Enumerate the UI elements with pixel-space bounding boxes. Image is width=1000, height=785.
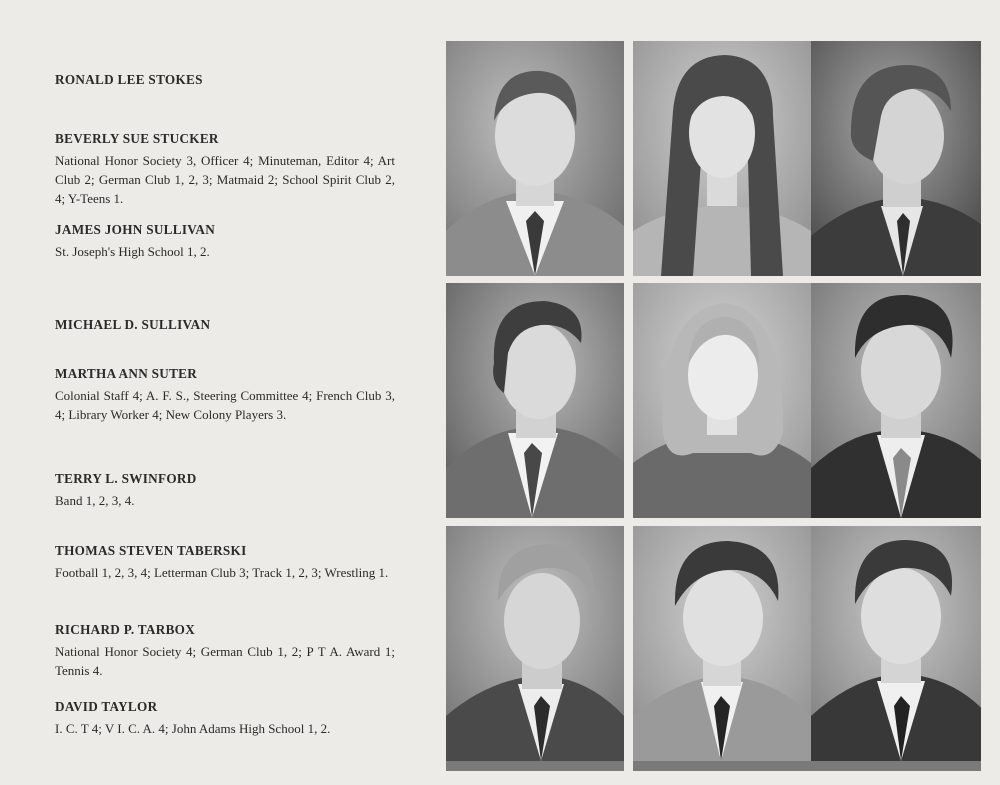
student-entry bbox=[55, 471, 395, 510]
portrait-man-suit-icon bbox=[811, 283, 981, 518]
portrait-photo bbox=[446, 283, 624, 518]
student-activities: National Honor Society 3, Officer 4; Minuteman, Editor 4; Art Club 2; German Club 1, 2, 3; Matmaid 2; School Spirit Club 2, 4; Y-Teens 1. bbox=[55, 153, 395, 206]
portrait-man-suit-icon bbox=[446, 526, 624, 761]
student-name: DAVID TAYLOR bbox=[55, 699, 158, 714]
portrait-woman-smiling-icon bbox=[633, 283, 811, 518]
student-entry bbox=[55, 72, 395, 92]
portrait-man-smiling-icon bbox=[633, 526, 811, 761]
student-name: MICHAEL D. SULLIVAN bbox=[55, 317, 211, 332]
portrait-man-smiling-icon bbox=[811, 526, 981, 761]
student-name: RICHARD P. TARBOX bbox=[55, 622, 196, 637]
portrait-photo bbox=[811, 41, 981, 276]
student-name: TERRY L. SWINFORD bbox=[55, 471, 197, 486]
portrait-woman-long-hair-icon bbox=[633, 41, 811, 276]
portrait-photo bbox=[811, 283, 981, 518]
student-name: BEVERLY SUE STUCKER bbox=[55, 131, 219, 146]
student-name: JAMES JOHN SULLIVAN bbox=[55, 222, 216, 237]
student-entry bbox=[55, 317, 395, 337]
student-entry bbox=[55, 622, 395, 680]
student-activities: Colonial Staff 4; A. F. S., Steering Committee 4; French Club 3, 4; Library Worker 4; New Colony Players 3. bbox=[55, 388, 395, 422]
student-entry bbox=[55, 543, 395, 582]
student-activities: National Honor Society 4; German Club 1, 2; P T A. Award 1; Tennis 4. bbox=[55, 644, 395, 678]
portrait-grid bbox=[446, 41, 981, 771]
student-activities: St. Joseph's High School 1, 2. bbox=[55, 244, 210, 259]
portrait-photo bbox=[446, 41, 624, 276]
student-entry bbox=[55, 131, 395, 208]
portrait-man-suit-icon bbox=[446, 41, 624, 276]
student-activities: Football 1, 2, 3, 4; Letterman Club 3; Track 1, 2, 3; Wrestling 1. bbox=[55, 565, 389, 580]
student-name: RONALD LEE STOKES bbox=[55, 72, 203, 87]
portrait-man-suit-icon bbox=[811, 41, 981, 276]
student-entry bbox=[55, 222, 395, 261]
student-activities: Band 1, 2, 3, 4. bbox=[55, 493, 135, 508]
student-entry bbox=[55, 366, 395, 424]
student-name: MARTHA ANN SUTER bbox=[55, 366, 198, 381]
portrait-man-suit-icon bbox=[446, 283, 624, 518]
portrait-photo bbox=[446, 526, 624, 771]
student-entry bbox=[55, 699, 395, 738]
portrait-photo bbox=[633, 526, 811, 771]
portrait-photo bbox=[633, 283, 811, 518]
student-name: THOMAS STEVEN TABERSKI bbox=[55, 543, 247, 558]
student-activities: I. C. T 4; V I. C. A. 4; John Adams High School 1, 2. bbox=[55, 721, 331, 736]
portrait-photo bbox=[811, 526, 981, 771]
portrait-photo bbox=[633, 41, 811, 276]
